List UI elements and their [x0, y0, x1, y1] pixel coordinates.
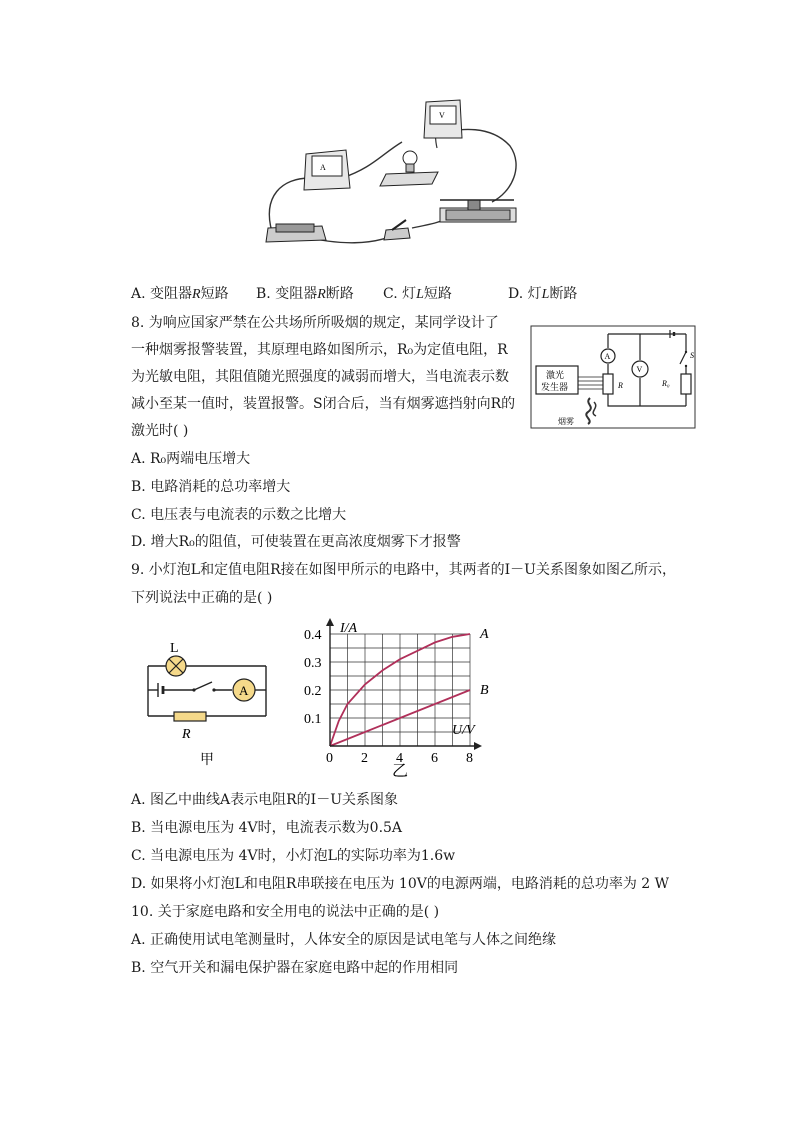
switch-symbol — [194, 682, 212, 690]
ammeter-device — [304, 150, 350, 190]
y-tick-label: 0.3 — [304, 656, 322, 671]
q9-stem-line-2: 下列说法中正确的是( ) — [131, 590, 273, 606]
smoke-label: 烟雾 — [558, 417, 574, 426]
q9-circuit-jia — [138, 632, 274, 772]
q9-option-d[interactable]: D. 如果将小灯泡L和电阻R串联接在电压为 10V的电源两端，电路消耗的总功率为 2 W — [131, 876, 670, 892]
resistor-label: R — [182, 727, 191, 742]
x-axis-label: U/V — [452, 723, 475, 738]
q8-stem-line-3: 为光敏电阻，其阻值随光照强度的减弱而增大，当电流表示数 — [131, 369, 509, 385]
q8-option-c[interactable]: C. 电压表与电流表的示数之比增大 — [131, 507, 347, 523]
voltmeter-label: V — [636, 365, 643, 374]
smoke-alarm-circuit — [528, 324, 698, 430]
svg-text:V: V — [439, 111, 445, 120]
q7-option-b[interactable]: B. 变阻器R断路 — [256, 286, 354, 302]
y-tick-label: 0.1 — [304, 712, 322, 727]
q8-option-a[interactable]: A. R₀两端电压增大 — [131, 451, 251, 467]
x-tick-label: 0 — [326, 751, 333, 766]
q8-stem-line-1: 8. 为响应国家严禁在公共场所所吸烟的规定，某同学设计了 — [131, 315, 499, 331]
x-tick-label: 6 — [431, 751, 438, 766]
battery-box — [266, 224, 326, 242]
switch-device — [384, 220, 410, 240]
x-tick-label: 8 — [466, 751, 473, 766]
series-label-A: A — [480, 627, 489, 642]
lamp-board — [380, 151, 438, 186]
q9-option-c[interactable]: C. 当电源电压为 4V时，小灯泡L的实际功率为1.6w — [131, 848, 456, 864]
x-tick-label: 2 — [361, 751, 368, 766]
y-axis-label: I/A — [340, 621, 358, 636]
q8-stem-line-4: 减小至某一值时，装置报警。S闭合后，当有烟雾遮挡射向R的 — [131, 396, 516, 412]
resistor-symbol — [174, 712, 206, 721]
switch-label: S — [690, 351, 694, 360]
q9-option-b[interactable]: B. 当电源电压为 4V时，电流表示数为0.5A — [131, 820, 403, 836]
q7-option-d[interactable]: D. 灯L断路 — [508, 286, 578, 302]
rheostat-device — [440, 200, 516, 222]
q7-option-c[interactable]: C. 灯L短路 — [383, 286, 452, 302]
q8-stem-line-2: 一种烟雾报警装置，其原理电路如图所示，R₀为定值电阻，R — [131, 342, 508, 358]
q9-stem-line-1: 9. 小灯泡L和定值电阻R接在如图甲所示的电路中，其两者的I－U关系图象如图乙所示， — [131, 562, 676, 578]
laser-label-1: 激光 — [546, 370, 565, 380]
voltmeter-device — [424, 100, 462, 138]
r0-label: R₀ — [662, 379, 670, 388]
q8-option-b[interactable]: B. 电路消耗的总功率增大 — [131, 479, 291, 495]
q8-stem-line-5: 激光时( ) — [131, 423, 189, 439]
experiment-photo — [262, 96, 530, 252]
q10-option-a[interactable]: A. 正确使用试电笔测量时，人体安全的原因是试电笔与人体之间绝缘 — [131, 932, 557, 948]
q9-option-a[interactable]: A. 图乙中曲线A表示电阻R的I－U关系图象 — [131, 792, 398, 808]
q10-option-b[interactable]: B. 空气开关和漏电保护器在家庭电路中起的作用相同 — [131, 960, 459, 976]
series-label-B: B — [480, 683, 489, 698]
x-tick-label: 4 — [396, 751, 403, 766]
circuit-caption: 甲 — [200, 753, 214, 768]
laser-label-2: 发生器 — [541, 382, 569, 392]
lamp-label: L — [170, 641, 179, 656]
q8-option-d[interactable]: D. 增大R₀的阻值，可使装置在更高浓度烟雾下才报警 — [131, 534, 461, 550]
ammeter-label: A — [604, 352, 611, 361]
chart-caption: 乙 — [392, 763, 409, 780]
y-tick-label: 0.2 — [304, 684, 322, 699]
q7-option-a[interactable]: A. 变阻器R短路 — [131, 286, 229, 302]
q10-stem: 10. 关于家庭电路和安全用电的说法中正确的是( ) — [131, 904, 440, 920]
r-label: R — [618, 381, 623, 390]
y-tick-label: 0.4 — [304, 628, 322, 643]
iu-chart — [296, 614, 496, 782]
svg-text:A: A — [320, 163, 326, 172]
ammeter-label-q9: A — [239, 683, 249, 698]
